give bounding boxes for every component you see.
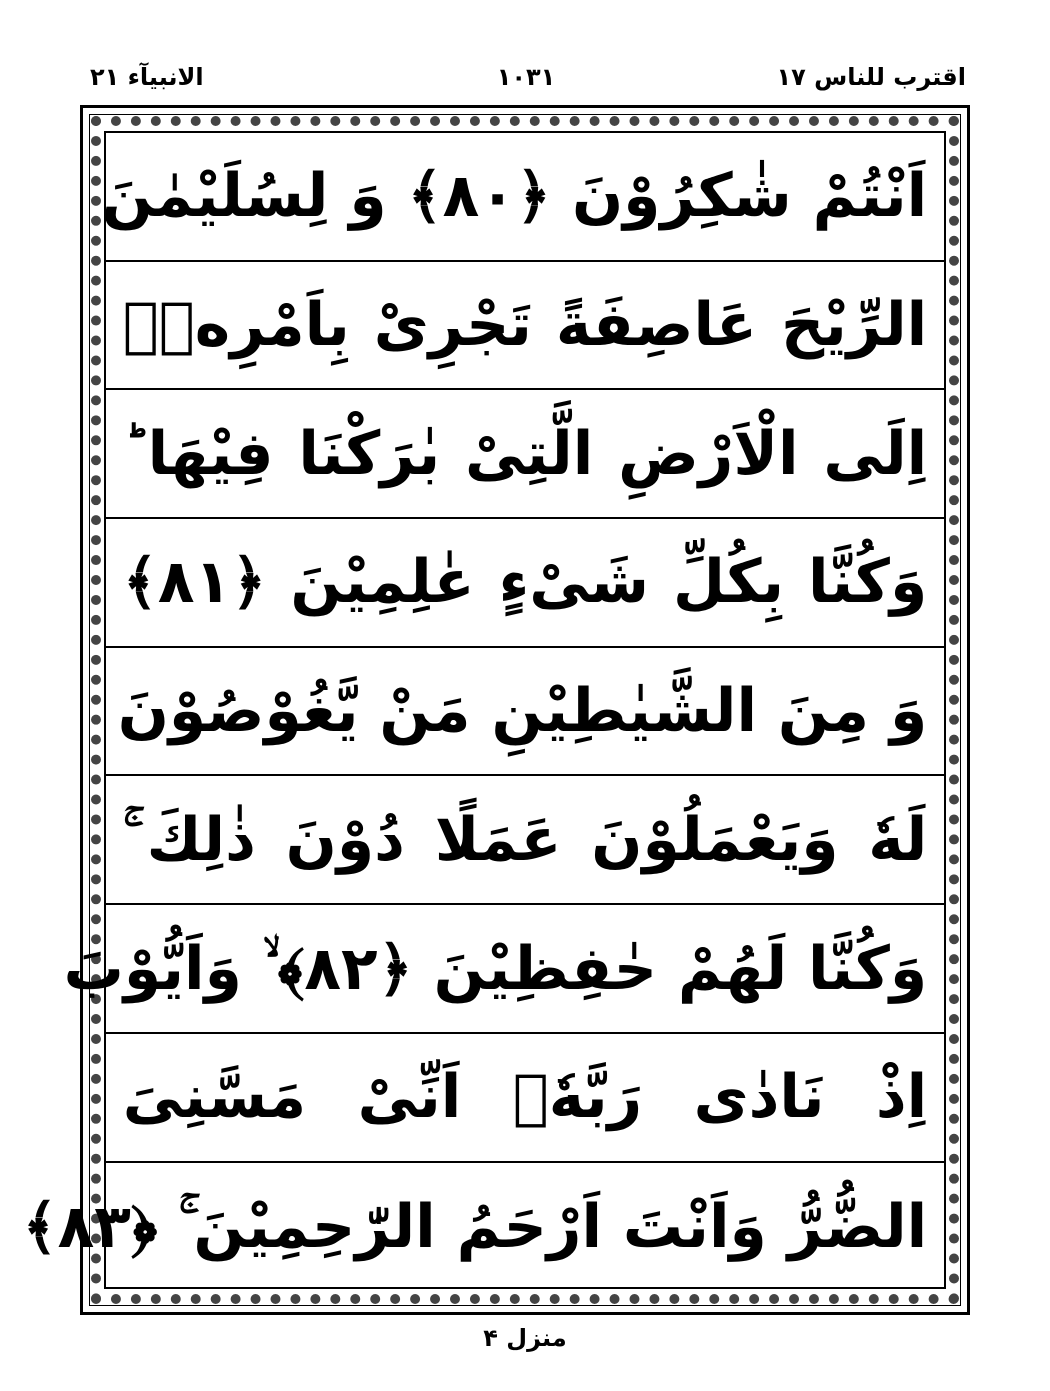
- text-line: [63, 905, 944, 1034]
- text-line: [106, 519, 944, 648]
- page-number: ١٠٣١: [496, 63, 556, 91]
- line-text: اِذْ نَادٰى رَبَّهٗۤ اَنِّىْ مَسَّنِىَ: [122, 1062, 928, 1133]
- text-line: [101, 133, 944, 262]
- manzil-marker: منزل ۴: [483, 1324, 567, 1352]
- text-line: [106, 390, 944, 519]
- text-line: [106, 262, 944, 391]
- text-line: [22, 1163, 944, 1292]
- line-text: الرِّيْحَ عَاصِفَةً تَجْرِىْ بِاَمْرِهٖۤ: [122, 290, 928, 361]
- text-line: [106, 1034, 944, 1163]
- verse-text-box: [22, 131, 946, 1289]
- text-line: [106, 648, 944, 777]
- line-text: اِلَى الْاَرْضِ الَّتِىْ بٰرَكْنَا فِيْهَا ؕ: [122, 418, 928, 489]
- line-text: لَهٗ وَيَعْمَلُوْنَ عَمَلًا دُوْنَ ذٰلِكَ ۚ: [122, 804, 928, 875]
- text-line: [106, 777, 944, 906]
- para-name: اقترب للناس ١٧: [776, 63, 966, 91]
- line-text: الضُّرُّ وَاَنْتَ اَرْحَمُ الرّٰحِمِيْنَ ۚ ﴿٨٣﴾: [22, 1191, 928, 1262]
- page-header: [82, 52, 970, 102]
- surah-name: الانبيآء ٢١: [90, 63, 204, 91]
- line-text: وَ مِنَ الشَّيٰطِيْنِ مَنْ يَّغُوْصُوْنَ: [117, 676, 928, 747]
- line-text: وَكُنَّا بِكُلِّ شَىْءٍ عٰلِمِيْنَ ﴿٨١﴾: [122, 547, 928, 618]
- line-text: وَكُنَّا لَهُمْ حٰفِظِيْنَ ﴿٨٢﴾ ۙ وَاَيُّوْبَ: [63, 933, 928, 1004]
- line-text: اَنْتُمْ شٰكِرُوْنَ ﴿٨٠﴾ وَ لِسُلَيْمٰنَ: [101, 161, 928, 232]
